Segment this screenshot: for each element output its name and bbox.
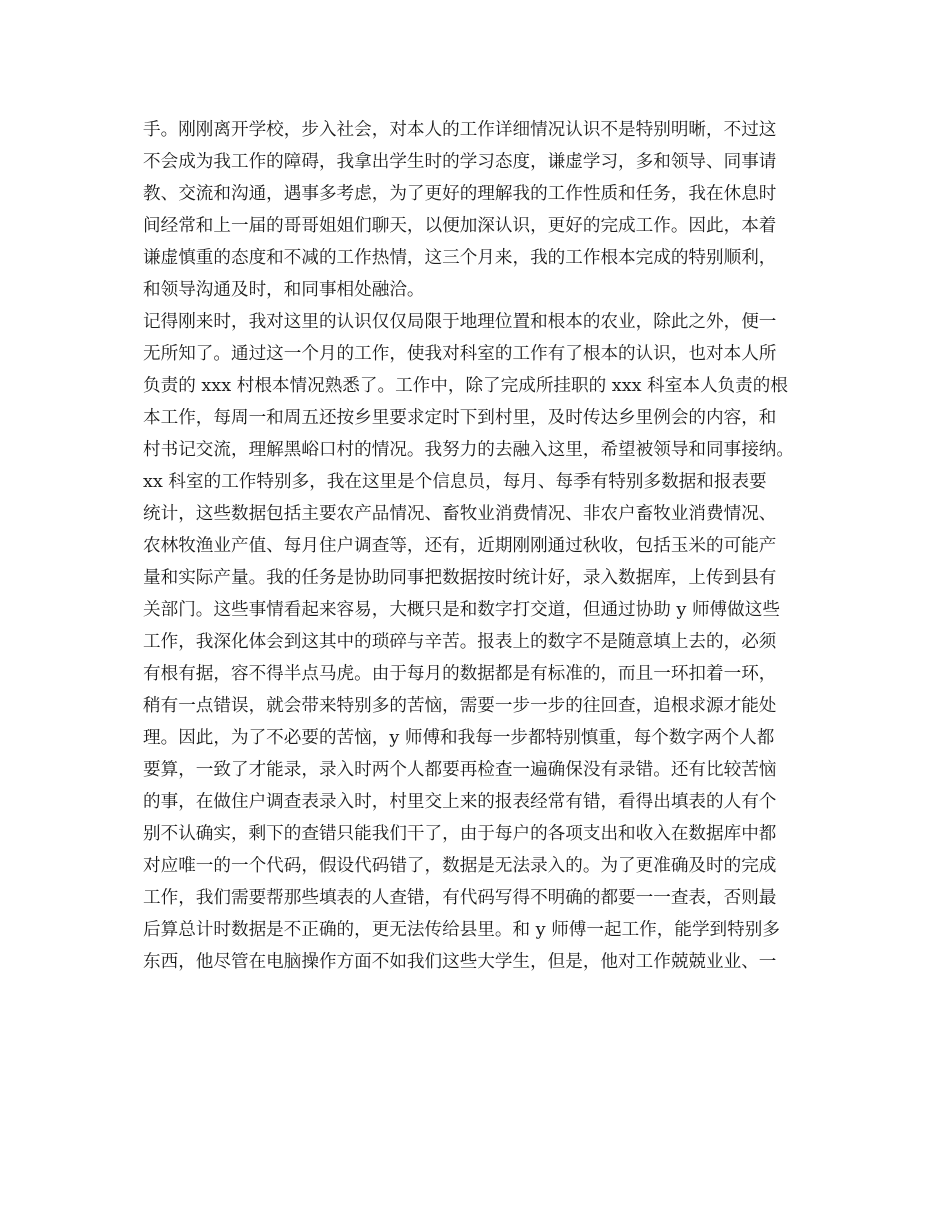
text-line: 别不认确实，剩下的查错只能我们干了，由于每户的各项支出和收入在数据库中都 (143, 824, 777, 844)
text-line: 记得刚来时，我对这里的认识仅仅局限于地理位置和根本的农业，除此之外，便一 (143, 312, 777, 332)
body-text (143, 114, 823, 978)
text-line: 本工作，每周一和周五还按乡里要求定时下到村里，及时传达乡里例会的内容，和 (143, 408, 777, 428)
text-line: 村书记交流，理解黑峪口村的情况。我努力的去融入这里，希望被领导和同事接纳。 (143, 440, 794, 460)
text-line: 后算总计时数据是不正确的，更无法传给县里。和 y 师傅一起工作，能学到特别多 (143, 920, 780, 940)
text-line: 无所知了。通过这一个月的工作，使我对科室的工作有了根本的认识，也对本人所 (143, 344, 777, 364)
text-line: 手。刚刚离开学校，步入社会，对本人的工作详细情况认识不是特别明晰，不过这 (143, 120, 777, 140)
text-line: 有根有据，容不得半点马虎。由于每月的数据都是有标准的，而且一环扣着一环， (143, 664, 777, 684)
text-line: 统计，这些数据包括主要农产品情况、畜牧业消费情况、非农户畜牧业消费情况、 (143, 504, 777, 524)
text-line: 谦虚慎重的态度和不减的工作热情，这三个月来，我的工作根本完成的特别顺利， (143, 248, 777, 268)
text-line: 教、交流和沟通，遇事多考虑，为了更好的理解我的工作性质和任务，我在休息时 (143, 184, 777, 204)
text-line: 要算，一致了才能录，录入时两个人都要再检查一遍确保没有录错。还有比较苦恼 (143, 760, 777, 780)
text-line: 理。因此，为了不必要的苦恼，y 师傅和我每一步都特别慎重，每个数字两个人都 (143, 728, 775, 748)
text-line: 农林牧渔业产值、每月住户调查等，还有，近期刚刚通过秋收，包括玉米的可能产 (143, 536, 777, 556)
text-line: 的事，在做住户调查表录入时，村里交上来的报表经常有错，看得出填表的人有个 (143, 792, 777, 812)
text-line: 负责的 xxx 村根本情况熟悉了。工作中，除了完成所挂职的 xxx 科室本人负责的根 (143, 376, 788, 396)
text-line: 东西，他尽管在电脑操作方面不如我们这些大学生，但是，他对工作兢兢业业、一 (143, 952, 777, 972)
text-line: 和领导沟通及时，和同事相处融洽。 (143, 280, 425, 300)
text-line: 量和实际产量。我的任务是协助同事把数据按时统计好，录入数据库，上传到县有 (143, 568, 777, 588)
text-line: 对应唯一的一个代码，假设代码错了，数据是无法录入的。为了更准确及时的完成 (143, 856, 777, 876)
text-line: xx 科室的工作特别多，我在这里是个信息员，每月、每季有特别多数据和报表要 (143, 472, 767, 492)
text-line: 不会成为我工作的障碍，我拿出学生时的学习态度，谦虚学习，多和领导、同事请 (143, 152, 777, 172)
text-line: 关部门。这些事情看起来容易，大概只是和数字打交道，但通过协助 y 师傅做这些 (143, 600, 780, 620)
text-line: 工作，我深化体会到这其中的琐碎与辛苦。报表上的数字不是随意填上去的，必须 (143, 632, 777, 652)
text-line: 工作，我们需要帮那些填表的人查错，有代码写得不明确的都要一一查表，否则最 (143, 888, 777, 908)
text-line: 稍有一点错误，就会带来特别多的苦恼，需要一步一步的往回查，追根求源才能处 (143, 696, 777, 716)
text-line: 间经常和上一届的哥哥姐姐们聊天，以便加深认识，更好的完成工作。因此，本着 (143, 216, 777, 236)
